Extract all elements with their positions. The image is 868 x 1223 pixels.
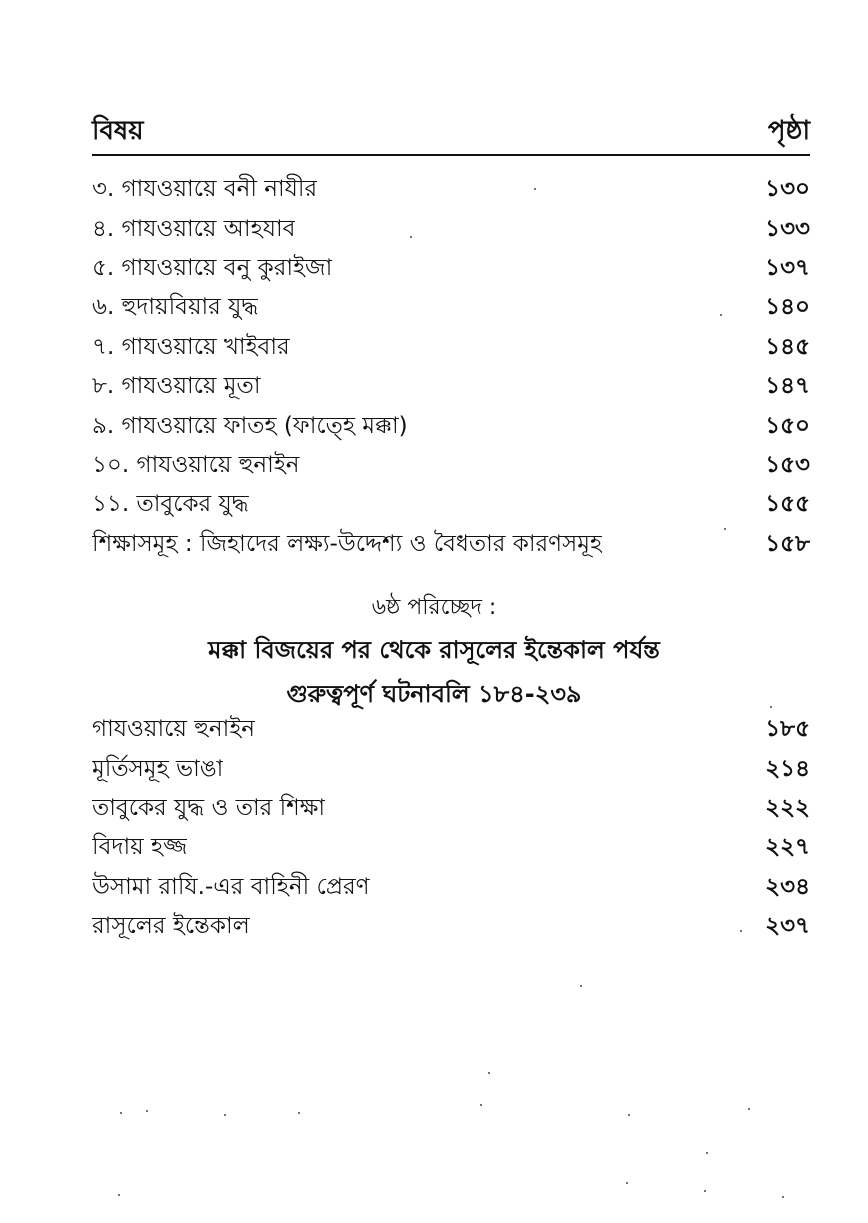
toc-entry-title: মূর্তিসমূহ ভাঙা xyxy=(92,755,224,782)
toc-entry-title: ১০. গাযওয়ায়ে হুনাইন xyxy=(92,451,300,478)
toc-entry-page: ১৮৫ xyxy=(765,716,810,743)
toc-row xyxy=(92,828,810,867)
scan-speck xyxy=(146,1110,148,1112)
scan-speck xyxy=(770,706,772,708)
toc-entry-page: ১৫৫ xyxy=(765,491,810,518)
toc-entry-page: ২৩৭ xyxy=(765,913,810,940)
toc-entry-title: ৭. গাযওয়ায়ে খাইবার xyxy=(92,333,290,360)
toc-entry-page: ১৪৭ xyxy=(765,373,810,400)
chapter-title-line-1: মক্কা বিজয়ের পর থেকে রাসূলের ইন্তেকাল পর্যন্ত xyxy=(208,636,660,664)
toc-entry-page: ১৩৭ xyxy=(765,254,810,281)
subject-heading: বিষয় xyxy=(92,116,144,146)
toc-entry-title: ৯. গাযওয়ায়ে ফাতহ (ফাত্হে মক্কা) xyxy=(92,412,408,439)
scan-speck xyxy=(488,1072,490,1074)
toc-entry-page: ২২২ xyxy=(765,794,810,821)
scan-speck xyxy=(534,188,536,190)
scan-speck xyxy=(720,314,722,316)
scan-speck xyxy=(480,1104,482,1106)
toc-entry-page: ১৪৫ xyxy=(765,333,810,360)
scan-speck xyxy=(706,1152,708,1154)
scan-speck xyxy=(782,1196,784,1198)
toc-row xyxy=(92,406,810,445)
toc-row xyxy=(92,907,810,946)
chapter-label: ৬ষ্ঠ পরিচ্ছেদ : xyxy=(371,595,497,620)
scan-speck xyxy=(298,1112,300,1114)
scan-speck xyxy=(628,1114,630,1116)
toc-entry-page: ১৩০ xyxy=(765,176,810,203)
toc-row xyxy=(92,710,810,749)
scan-speck xyxy=(410,236,412,238)
scan-speck xyxy=(580,985,582,987)
toc-row xyxy=(92,170,810,209)
toc-entry-page: ২৩৪ xyxy=(765,873,810,900)
toc-entry-page: ১৩৩ xyxy=(765,215,810,242)
toc-entry-page: ১৫৩ xyxy=(765,451,810,478)
toc-row xyxy=(92,249,810,288)
toc-row xyxy=(92,789,810,828)
toc-entry-title: ৬. হুদায়বিয়ার যুদ্ধ xyxy=(92,294,259,321)
toc-entry-page: ১৫০ xyxy=(765,412,810,439)
toc-row xyxy=(92,209,810,248)
toc-row xyxy=(92,288,810,327)
page-heading: পৃষ্ঠা xyxy=(767,116,810,146)
toc-section-2 xyxy=(92,710,810,946)
toc-row xyxy=(92,367,810,406)
toc-entry-title: বিদায় হজ্জ xyxy=(92,834,188,861)
toc-entry-page: ২২৭ xyxy=(765,834,810,861)
toc-entry-title: ৫. গাযওয়ায়ে বনু কুরাইজা xyxy=(92,254,333,281)
scan-speck xyxy=(704,1190,706,1192)
toc-entry-page: ১৫৮ xyxy=(765,530,810,557)
chapter-title xyxy=(0,628,868,716)
toc-entry-title: তাবুকের যুদ্ধ ও তার শিক্ষা xyxy=(92,794,326,821)
toc-entry-page: ২১৪ xyxy=(765,755,810,782)
toc-row xyxy=(92,485,810,524)
toc-entry-title: গাযওয়ায়ে হুনাইন xyxy=(92,716,256,743)
toc-header xyxy=(92,108,810,156)
toc-entry-title: ১১. তাবুকের যুদ্ধ xyxy=(92,491,249,518)
scan-speck xyxy=(748,1108,750,1110)
scan-speck xyxy=(626,1182,628,1184)
toc-entry-title: উসামা রাযি.-এর বাহিনী প্রেরণ xyxy=(92,873,370,900)
scan-speck xyxy=(120,1112,122,1114)
toc-row xyxy=(92,749,810,788)
toc-entry-title: ৮. গাযওয়ায়ে মূতা xyxy=(92,373,261,400)
scan-speck xyxy=(724,528,726,530)
chapter-title-line-2: গুরুত্বপূর্ণ ঘটনাবলি ১৮৪-২৩৯ xyxy=(286,680,582,708)
scan-speck xyxy=(740,930,742,932)
toc-section-1 xyxy=(92,170,810,564)
toc-row xyxy=(92,328,810,367)
toc-row xyxy=(92,525,810,564)
toc-entry-title: ৩. গাযওয়ায়ে বনী নাযীর xyxy=(92,176,318,203)
toc-row xyxy=(92,868,810,907)
toc-entry-title: শিক্ষাসমূহ : জিহাদের লক্ষ্য-উদ্দেশ্য ও বৈধতার কারণসমূহ xyxy=(92,530,603,557)
scan-speck xyxy=(118,1194,120,1196)
scan-speck xyxy=(224,1114,226,1116)
toc-entry-title: ৪. গাযওয়ায়ে আহযাব xyxy=(92,215,296,242)
toc-entry-page: ১৪০ xyxy=(765,294,810,321)
toc-row xyxy=(92,446,810,485)
toc-entry-title: রাসূলের ইন্তেকাল xyxy=(92,913,250,940)
